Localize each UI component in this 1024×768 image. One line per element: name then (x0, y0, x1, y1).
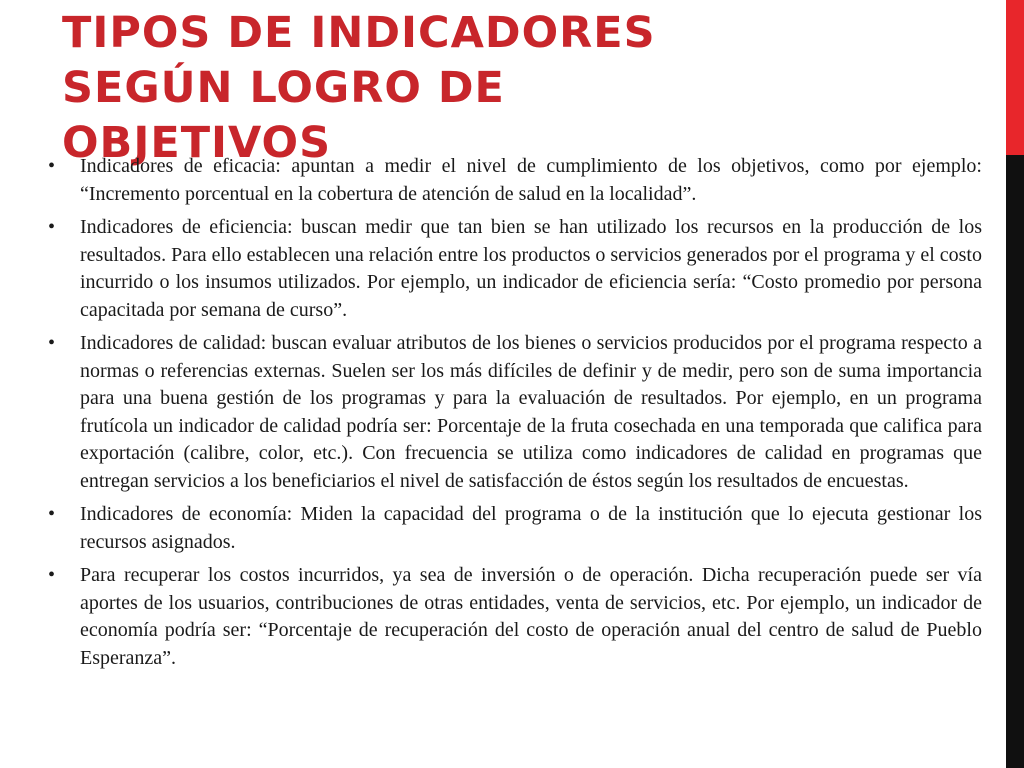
accent-bar-red (1006, 0, 1024, 155)
bullet-icon: • (48, 332, 56, 354)
list-item (40, 330, 982, 495)
list-item (40, 214, 982, 324)
list-item-text: Para recuperar los costos incurridos, ya sea de inversión o de operación. Dicha recuperación puede ser vía aportes de los usuarios, contribuciones de otras entidades, venta de servicios, etc. Por ejemplo, un indicador de economía podría ser: “Porcentaje de recuperación del costo de operación anual del centro de salud de Pueblo Esperanza”. (80, 564, 982, 669)
title-line-1: TIPOS DE INDICADORES (62, 8, 656, 58)
bullet-icon: • (48, 216, 56, 238)
bullet-icon: • (48, 564, 56, 586)
title-line-3: OBJETIVOS (62, 118, 332, 168)
bullet-list (40, 153, 982, 678)
list-item (40, 562, 982, 672)
list-item-text: Indicadores de eficacia: apuntan a medir el nivel de cumplimiento de los objetivos, como por ejemplo: “Incremento porcentual en la cobertura de atención de salud en la localidad”. (80, 155, 982, 205)
list-item-text: Indicadores de eficiencia: buscan medir que tan bien se han utilizado los recursos en la producción de los resultados. Para ello establecen una relación entre los productos o servicios generados por el programa y el costo incurrido o los insumos utilizados. Por ejemplo, un indicador de eficiencia sería: “Costo promedio por persona capacitada por semana de curso”. (80, 216, 982, 321)
list-item (40, 501, 982, 556)
bullet-icon: • (48, 155, 56, 177)
list-item (40, 153, 982, 208)
list-item-text: Indicadores de calidad: buscan evaluar atributos de los bienes o servicios producidos por el programa respecto a normas o referencias externas. Suelen ser los más difíciles de definir y de medir, pero son de suma importancia para una buena gestión de los programas y para la evaluación de resultados. Por ejemplo, en un programa frutícola un indicador de calidad podría ser: Porcentaje de la fruta cosechada en una temporada que califica para exportación (calibre, color, etc.). Con frecuencia se utiliza como indicadores de calidad en programas que entregan servicios a los beneficiarios el nivel de satisfacción de éstos según los resultados de encuestas. (80, 332, 982, 492)
title-line-2: SEGÚN LOGRO DE (62, 63, 505, 113)
accent-bar-dark (1006, 155, 1024, 768)
slide-title (62, 6, 656, 171)
bullet-icon: • (48, 503, 56, 525)
list-item-text: Indicadores de economía: Miden la capacidad del programa o de la institución que lo ejecuta gestionar los recursos asignados. (80, 503, 982, 553)
